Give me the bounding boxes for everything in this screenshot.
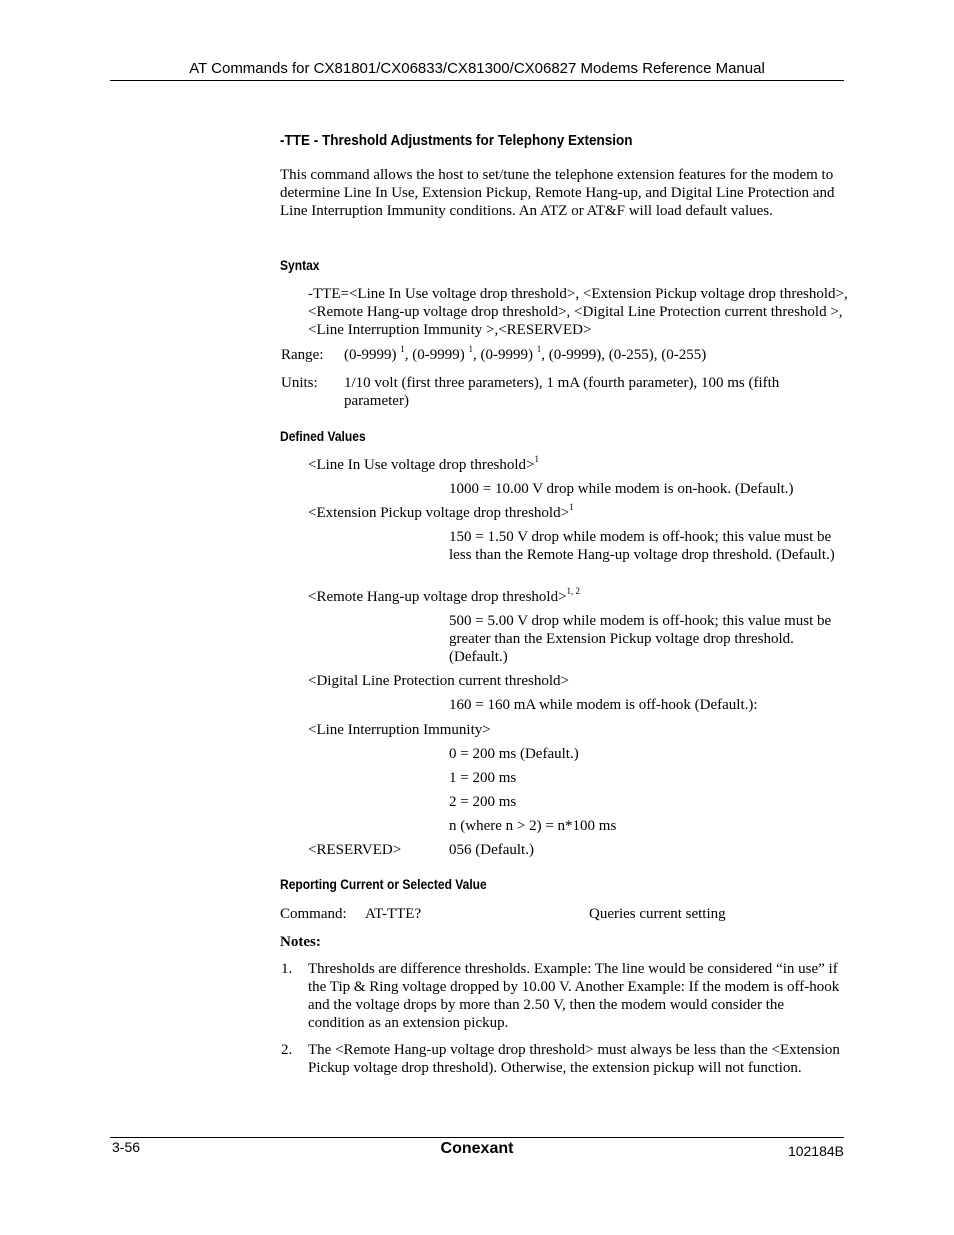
query-command: AT-TTE? [365,906,422,922]
defined-values-heading: Defined Values [280,428,366,444]
footer-brand: Conexant [440,1140,514,1157]
note-number: 1. [281,961,293,977]
note-text: The <Remote Hang-up voltage drop threshold> must always be less than the <Extension Pickup voltage drop threshold). Otherwise, the extension pickup will not function. [308,1042,840,1076]
param-label-extension-pickup [308,504,574,522]
syntax-command: -TTE=<Line In Use voltage drop threshold>, <Extension Pickup voltage drop threshold>, <Remote Hang-up voltage drop threshold>, <Digital Line Protection current threshold >, <Line Interruption Immunity >,<RESERVED> [308,286,848,338]
param-value-line-in-use: 1000 = 10.00 V drop while modem is on-hook. (Default.) [449,481,794,497]
param-label-reserved: <RESERVED> [308,842,402,858]
param-value-digital-line-protection: 160 = 160 mA while modem is off-hook (Default.): [449,697,758,713]
units-text: 1/10 volt (first three parameters), 1 mA (fourth parameter), 100 ms (fifth parameter) [344,375,780,409]
param-value-line-interruption-n: n (where n > 2) = n*100 ms [449,818,617,834]
range-label: Range: [281,347,324,363]
footnote-ref: 1, 2 [566,586,581,596]
syntax-heading: Syntax [280,257,320,273]
footnote-ref: 1 [569,502,574,512]
param-value-remote-hangup: 500 = 5.00 V drop while modem is off-hook; this value must be greater than the Extension Pickup voltage drop threshold. (Default.) [449,613,832,665]
range-footnote-ref: 1 [400,344,405,354]
running-header: AT Commands for CX81801/CX06833/CX81300/CX06827 Modems Reference Manual [189,60,765,77]
footer-rule [110,1137,844,1138]
param-value-reserved: 056 (Default.) [449,842,534,858]
param-label-text: <Extension Pickup voltage drop threshold> [308,505,570,521]
notes-heading: Notes: [280,934,321,950]
param-value-extension-pickup: 150 = 1.50 V drop while modem is off-hook; this value must be less than the Remote Hang-up voltage drop threshold. (Default.) [449,529,835,563]
range-text: (0-9999) [344,347,401,363]
intro-paragraph: This command allows the host to set/tune the telephone extension features for the modem to determine Line In Use, Extension Pickup, Remote Hang-up, and Digital Line Protection and Line Interruption Immunity conditions. An ATZ or AT&F will load default values. [280,167,835,219]
units-label: Units: [281,375,318,391]
range-footnote-ref: 1 [468,344,473,354]
param-value-line-interruption-1: 1 = 200 ms [449,770,517,786]
note-number: 2. [281,1042,293,1058]
command-label: Command: [280,906,347,922]
page-number: 3-56 [112,1139,141,1155]
document-number: 102184B [787,1143,844,1159]
query-description: Queries current setting [589,906,726,922]
note-text: Thresholds are difference thresholds. Example: The line would be considered “in use” if the Tip & Ring voltage dropped by 10.00 V. Another Example: If the modem is off-hook and the voltage drops by more than 2.50 V, then the modem would consider the condition as an extension pickup. [308,961,840,1031]
param-label-line-interruption-immunity: <Line Interruption Immunity> [308,722,491,738]
param-label-remote-hangup [308,588,580,606]
param-value-line-interruption-2: 2 = 200 ms [449,794,517,810]
range-text: , (0-9999) [473,347,537,363]
param-label-line-in-use [308,456,539,474]
section-title: -TTE - Threshold Adjustments for Telephony Extension [280,132,633,149]
range-footnote-ref: 1 [536,344,542,354]
reporting-heading: Reporting Current or Selected Value [280,876,487,892]
param-label-text: <Line In Use voltage drop threshold> [308,457,535,473]
header-rule [110,80,844,81]
param-label-text: <Remote Hang-up voltage drop threshold> [308,589,567,605]
range-text: , (0-9999) [404,347,469,363]
range-values [344,346,706,364]
range-text: , (0-9999), (0-255), (0-255) [541,347,707,363]
param-value-line-interruption-0: 0 = 200 ms (Default.) [449,746,579,762]
footnote-ref: 1 [534,454,539,464]
param-label-digital-line-protection: <Digital Line Protection current threshold> [308,673,570,689]
